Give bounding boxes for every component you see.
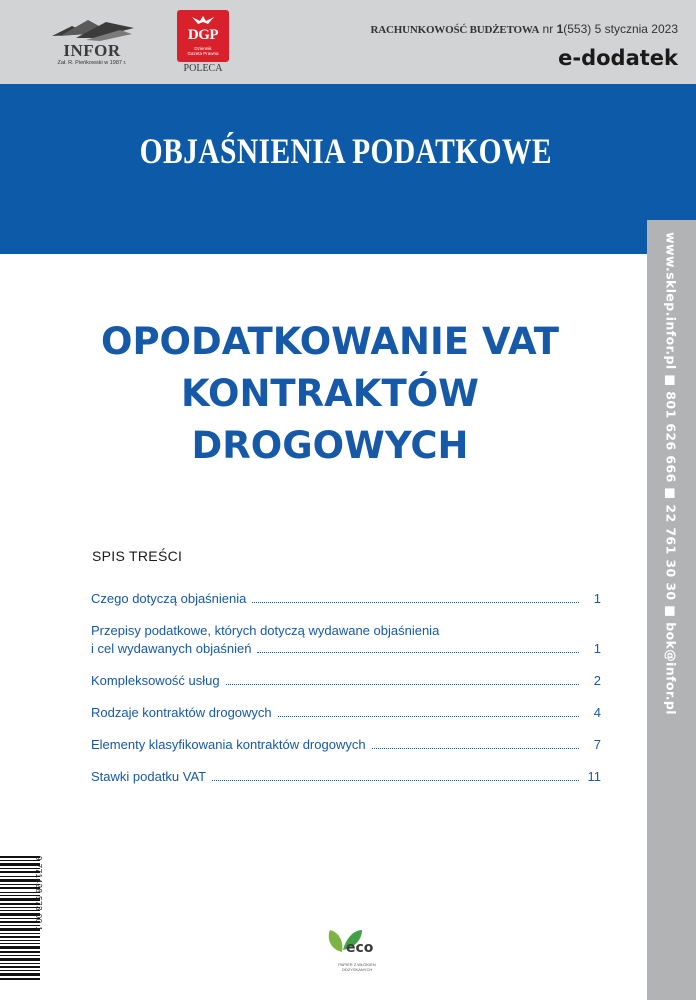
supplement-label: e-dodatek: [558, 46, 678, 70]
toc-item-label: Stawki podatku VAT: [91, 769, 207, 784]
toc-leader-dots: [278, 716, 579, 717]
dgp-poleca-caption: POLECA: [183, 63, 223, 74]
toc-item-page: 1: [593, 591, 601, 606]
barcode: [0, 856, 60, 980]
table-of-contents: [91, 590, 601, 800]
toc-leader-dots: [252, 602, 579, 603]
infor-logo: [44, 16, 144, 70]
eco-caption: PAPIER Z WŁÓKIEN ODZYSKANYCH: [338, 962, 376, 972]
toc-item-label: i cel wydawanych objaśnień: [91, 641, 252, 656]
toc-item[interactable]: [91, 768, 601, 786]
eco-label: eco: [346, 940, 374, 956]
eco-logo: [318, 922, 390, 976]
series-title: OBJAŚNIENIA PODATKOWE: [139, 131, 553, 171]
infor-logo-text: INFOR: [63, 41, 121, 60]
publication-name: RACHUNKOWOŚĆ BUDŻETOWA: [370, 24, 540, 36]
toc-item-page: 7: [593, 737, 601, 752]
dgp-logo-subtitle-line: Dziennik: [194, 46, 212, 51]
toc-item[interactable]: [91, 704, 601, 722]
toc-heading: SPIS TREŚCI: [92, 548, 183, 564]
toc-leader-dots: [212, 780, 579, 781]
toc-item[interactable]: [91, 736, 601, 754]
barcode-number: 9 771428 573 00 1: [34, 856, 43, 932]
page-title: [30, 316, 630, 472]
issue-number-total: (553): [563, 22, 592, 36]
issue-info: [330, 22, 678, 36]
issue-number: 1: [556, 22, 564, 36]
infor-bird-icon: [50, 16, 136, 42]
dgp-logo-subtitle-line: Gazeta Prawna: [187, 51, 219, 56]
page-title-line: DROGOWYCH: [191, 424, 469, 467]
toc-item-label: Kompleksowość usług: [91, 673, 220, 688]
header-bar: [0, 0, 696, 84]
toc-item[interactable]: [91, 622, 601, 658]
toc-item[interactable]: [91, 672, 601, 690]
contact-sidebar-text: www.sklep.infor.pl ■ 801 626 666 ■ 22 761 30 30 ■ bok@infor.pl: [663, 232, 679, 715]
toc-item-page: 4: [593, 705, 601, 720]
page-title-line: OPODATKOWANIE VAT: [100, 320, 559, 363]
page-title-line: KONTRAKTÓW: [181, 372, 479, 415]
dgp-logo-subtitle: [177, 46, 229, 56]
toc-item[interactable]: [91, 590, 601, 608]
issue-date: 5 stycznia 2023: [594, 22, 678, 36]
dgp-logo-box: [177, 10, 229, 62]
issue-nr-prefix: nr: [542, 22, 554, 36]
toc-item-page: 2: [593, 673, 601, 688]
toc-leader-dots: [257, 652, 579, 653]
toc-leader-dots: [226, 684, 579, 685]
toc-item-label: Rodzaje kontraktów drogowych: [91, 705, 272, 720]
dgp-logo-letters: DGP: [187, 27, 219, 43]
toc-item-label: Przepisy podatkowe, których dotyczą wydawane objaśnienia: [91, 623, 440, 638]
toc-item-page: 11: [587, 769, 601, 784]
toc-leader-dots: [372, 748, 579, 749]
eagle-icon: [191, 14, 215, 26]
dgp-logo: [176, 10, 230, 76]
toc-item-label: Elementy klasyfikowania kontraktów drogowych: [91, 737, 366, 752]
toc-item-label: Czego dotyczą objaśnienia: [91, 591, 247, 606]
infor-logo-tagline: Zał. R. Pieńkowski w 1987 r.: [57, 60, 127, 66]
toc-item-page: 1: [593, 641, 601, 656]
